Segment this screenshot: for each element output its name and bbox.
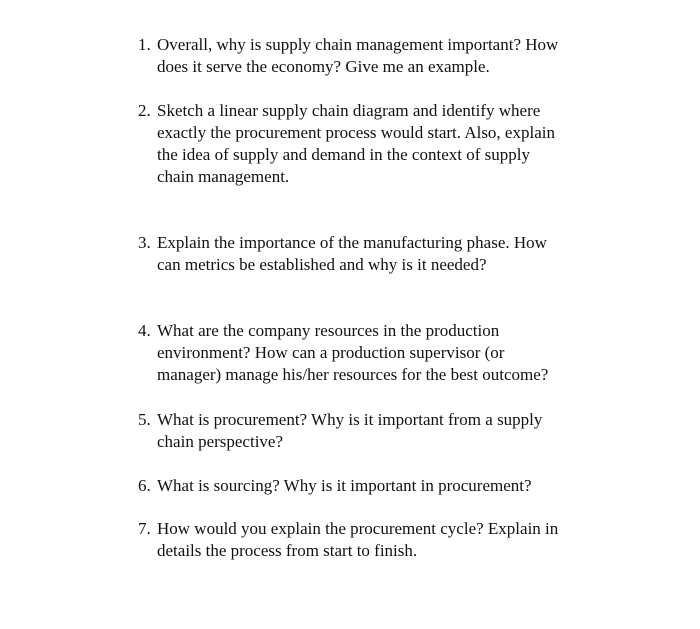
question-number: 3.	[138, 233, 151, 252]
question-item	[138, 475, 618, 497]
question-item	[138, 232, 618, 276]
question-line: Sketch a linear supply chain diagram and identify where	[157, 101, 541, 120]
question-text	[157, 320, 618, 386]
question-number: 4.	[138, 321, 151, 340]
question-line: details the process from start to finish.	[157, 541, 418, 560]
question-line: What is procurement? Why is it important from a supply	[157, 410, 543, 429]
question-line: Explain the importance of the manufacturing phase. How	[157, 233, 547, 252]
question-line: manager) manage his/her resources for the best outcome?	[157, 365, 549, 384]
question-item	[138, 518, 618, 562]
question-number: 6.	[138, 476, 151, 495]
question-item	[138, 409, 618, 453]
question-text	[157, 518, 618, 562]
question-line: environment? How can a production supervisor (or	[157, 343, 505, 362]
question-line: Overall, why is supply chain management important? How	[157, 35, 559, 54]
question-number: 2.	[138, 101, 151, 120]
question-item	[138, 34, 618, 78]
question-line: What is sourcing? Why is it important in procurement?	[157, 476, 532, 495]
question-text	[157, 475, 618, 497]
question-number: 5.	[138, 410, 151, 429]
question-text	[157, 232, 618, 276]
question-text	[157, 34, 618, 78]
question-line: exactly the procurement process would start. Also, explain	[157, 123, 555, 142]
question-text	[157, 409, 618, 453]
question-item	[138, 100, 618, 188]
question-line: chain perspective?	[157, 432, 284, 451]
question-number: 1.	[138, 35, 151, 54]
question-text	[157, 100, 618, 188]
question-line: How would you explain the procurement cycle? Explain in	[157, 519, 559, 538]
question-line: the idea of supply and demand in the context of supply	[157, 145, 530, 164]
question-line: chain management.	[157, 167, 290, 186]
question-number: 7.	[138, 519, 151, 538]
question-item	[138, 320, 618, 386]
question-line: can metrics be established and why is it needed?	[157, 255, 487, 274]
question-line: What are the company resources in the production	[157, 321, 500, 340]
question-line: does it serve the economy? Give me an example.	[157, 57, 490, 76]
